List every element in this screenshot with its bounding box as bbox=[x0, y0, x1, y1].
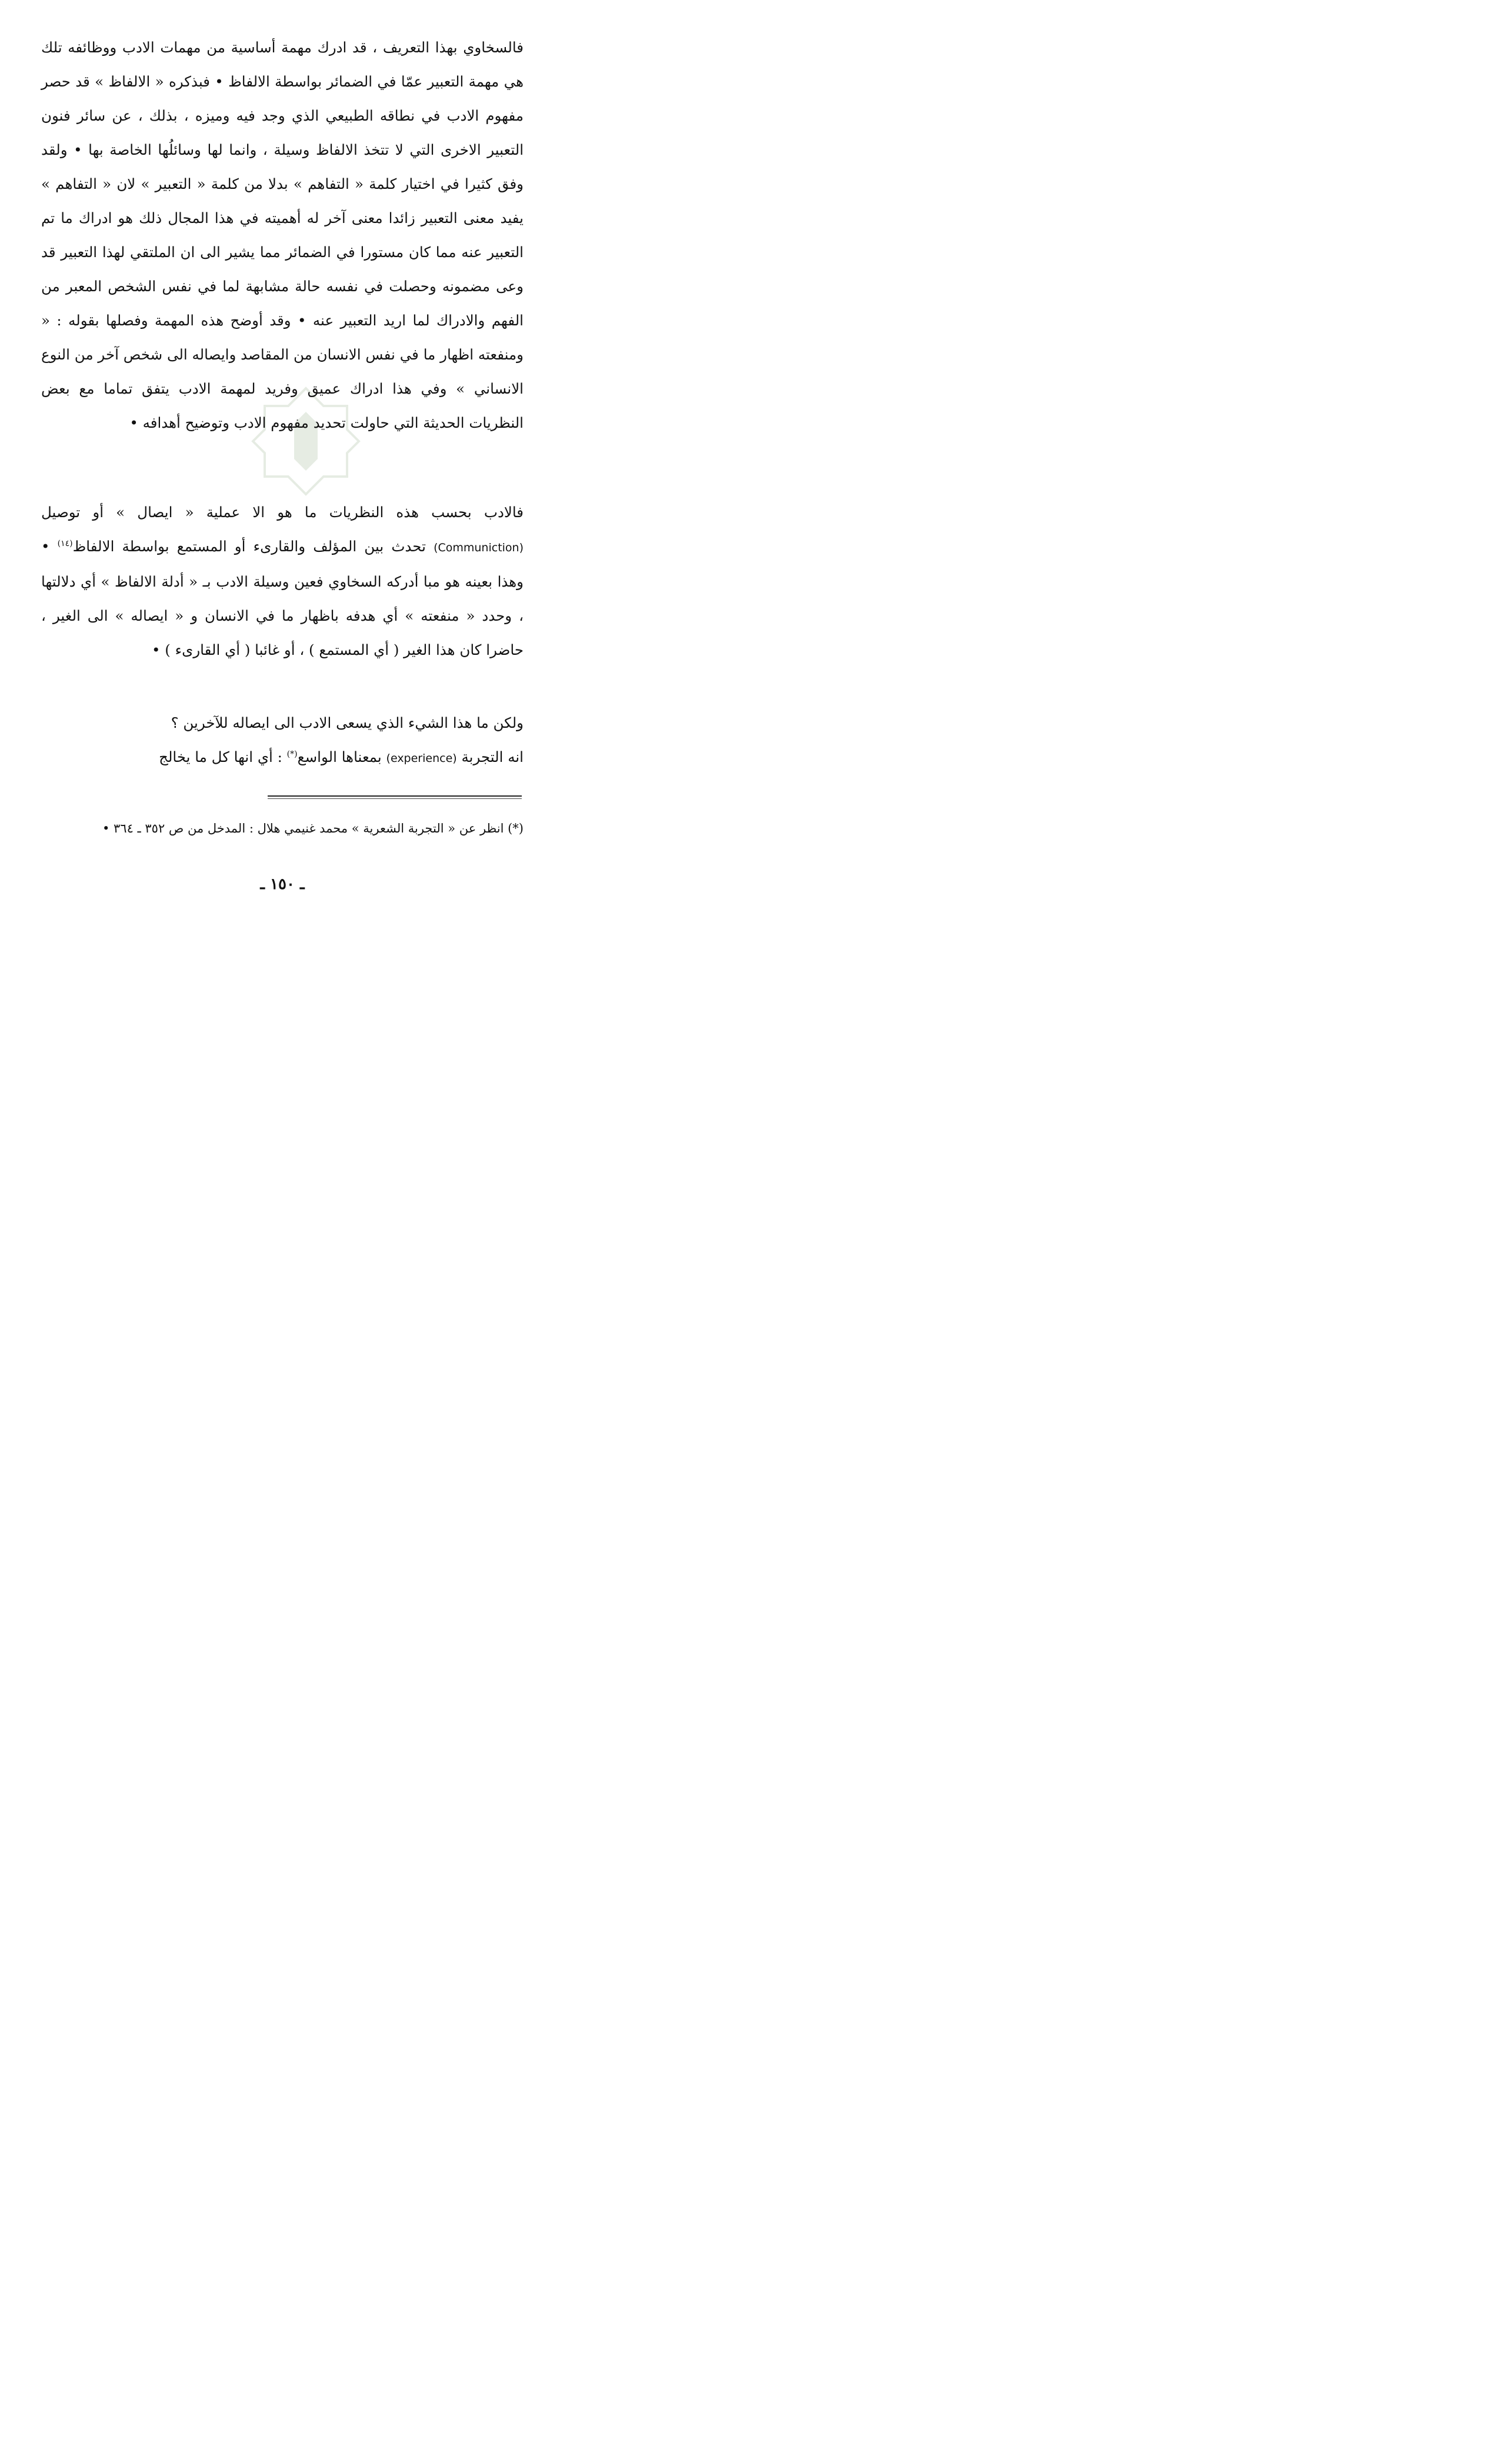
paragraph-text bbox=[41, 495, 524, 667]
footnote-separator-thin bbox=[268, 798, 522, 799]
footnote-text: (*) انظر عن « التجربة الشعرية » محمد غنيمي هلال : المدخل من ص ٣٥٢ ـ ٣٦٤ • bbox=[102, 821, 524, 835]
page-number: ـ ١٥٠ ـ bbox=[260, 875, 305, 893]
paragraph-4-start: انه التجربة bbox=[461, 748, 524, 765]
body-paragraph-3 bbox=[41, 706, 524, 740]
paragraph-2-mid: تحدث بين المؤلف والقارىء أو المستمع بواسطة الالفاظ bbox=[72, 538, 426, 555]
footnote bbox=[47, 818, 524, 839]
paragraph-2-end: • وهذا بعينه هو مبا أدركه السخاوي فعين وسيلة الادب بـ « أدلة الالفاظ » أي دلالتها ، وحدد « منفعته » أي هدفه باظهار ما في الانسان و « ايصاله » الى الغير ، حاضرا كان هذا الغير ( أي المستمع ) ، أو غائبا ( أي القارىء ) • bbox=[41, 538, 524, 658]
english-term-communication: (Communiction) bbox=[434, 541, 524, 554]
paragraph-4-mid: بمعناها الواسع bbox=[297, 748, 382, 765]
english-term-experience: (experience) bbox=[386, 752, 457, 765]
body-paragraph-4 bbox=[41, 740, 524, 775]
paragraph-2-start: فالادب بحسب هذه النظريات ما هو الا عملية « ايصال » أو توصيل bbox=[41, 504, 524, 521]
document-page bbox=[0, 0, 565, 927]
paragraph-text bbox=[41, 740, 524, 775]
paragraph-4-end: : أي انها كل ما يخالج bbox=[159, 748, 282, 765]
paragraph-text: فالسخاوي بهذا التعريف ، قد ادرك مهمة أساسية من مهمات الادب ووظائفه تلك هي مهمة التعبير عمّا في الضمائر بواسطة الالفاظ • فبذكره « الالفاظ » قد حصر مفهوم الادب في نطاقه الطبيعي الذي وجد فيه وميزه ، بذلك ، عن سائر فنون التعبير الاخرى التي لا تتخذ الالفاظ وسيلة ، وانما لها وسائلُها الخاصة بها • ولقد وفق كثيرا في اختيار كلمة « التفاهم » بدلا من كلمة « التعبير » لان « التفاهم » يفيد معنى التعبير زائدا معنى آخر له أهميته في هذا المجال ذلك هو ادراك ما تم التعبير عنه مما كان مستورا في الضمائر مما يشير الى ان الملتقي لهذا التعبير قد وعى مضمونه وحصلت في نفسه حالة مشابهة لما في نفس الشخص المعبر من الفهم والادراك لما اريد التعبير عنه • وقد أوضح هذه المهمة وفصلها بقوله : « ومنفعته اظهار ما في نفس الانسان من المقاصد وايصاله الى شخص آخر من النوع الانساني » وفي هذا ادراك عميق وفريد لمهمة الادب يتفق تماما مع بعض النظريات الحديثة التي حاولت تحديد مفهوم الادب وتوضيح أهدافه • bbox=[41, 39, 524, 431]
footnote-separator bbox=[268, 795, 522, 797]
footnote-marker: (*) bbox=[286, 749, 298, 759]
paragraph-text: ولكن ما هذا الشيء الذي يسعى الادب الى ايصاله للآخرين ؟ bbox=[171, 714, 524, 731]
body-paragraph-2 bbox=[41, 495, 524, 667]
body-paragraph-1 bbox=[41, 31, 524, 440]
reference-marker: (١٤) bbox=[57, 538, 73, 548]
